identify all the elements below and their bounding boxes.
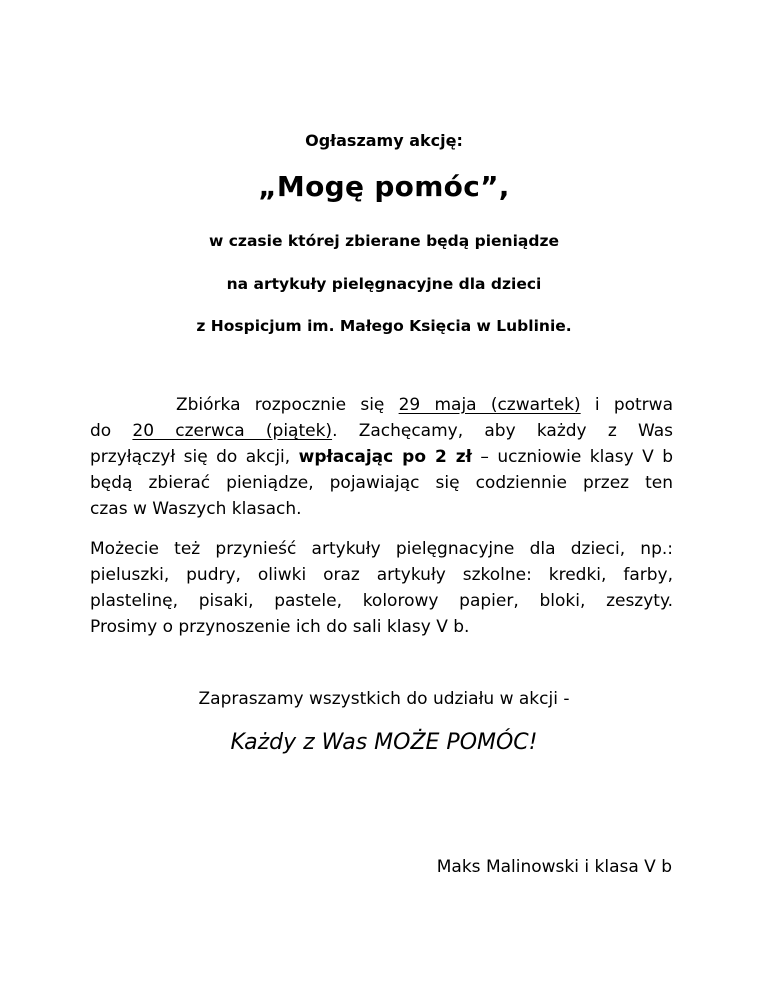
subtitle-line: w czasie której zbierane będą pieniądze — [209, 232, 559, 250]
paragraph-line — [90, 444, 673, 470]
paragraph-line — [90, 418, 673, 444]
paragraph-line: pieluszki, pudry, oliwki oraz artykuły szkolne: kredki, farby, — [90, 565, 673, 585]
signature: Maks Malinowski i klasa V b — [436, 857, 672, 877]
amount-text: wpłacając po 2 zł — [298, 447, 472, 467]
paragraph-text: Zbiórka rozpocznie się — [176, 395, 399, 415]
paragraph-line: plastelinę, pisaki, pastele, kolorowy papier, bloki, zeszyty. — [90, 591, 673, 611]
subtitle-line: na artykuły pielęgnacyjne dla dzieci — [226, 275, 542, 293]
collection-details-paragraph — [90, 392, 673, 522]
paragraph-line: Możecie też przynieść artykuły pielęgnacyjne dla dzieci, np.: — [90, 539, 673, 559]
paragraph-text: i potrwa — [580, 395, 673, 415]
paragraph-line: Prosimy o przynoszenie ich do sali klasy V b. — [90, 617, 470, 637]
campaign-title: „Mogę pomóc”, — [258, 170, 510, 203]
items-paragraph — [90, 536, 673, 640]
paragraph-text: . Zachęcamy, aby każdy z Was — [332, 421, 673, 441]
paragraph-line — [90, 392, 673, 418]
paragraph-text: – uczniowie klasy V b — [471, 447, 673, 467]
start-date: 29 maja (czwartek) — [398, 395, 581, 415]
paragraph-text: przyłączył się do akcji, — [90, 447, 299, 467]
subtitle-line: z Hospicjum im. Małego Księcia w Lublinie. — [196, 317, 572, 335]
end-date: 20 czerwca (piątek) — [132, 421, 333, 441]
invite-text: Zapraszamy wszystkich do udziału w akcji - — [198, 689, 570, 709]
announce-heading: Ogłaszamy akcję: — [305, 131, 463, 150]
slogan: Każdy z Was MOŻE POMÓC! — [230, 730, 538, 755]
paragraph-line: będą zbierać pieniądze, pojawiając się codziennie przez ten — [90, 473, 673, 493]
paragraph-line: czas w Waszych klasach. — [90, 499, 302, 519]
paragraph-text: do — [90, 421, 133, 441]
